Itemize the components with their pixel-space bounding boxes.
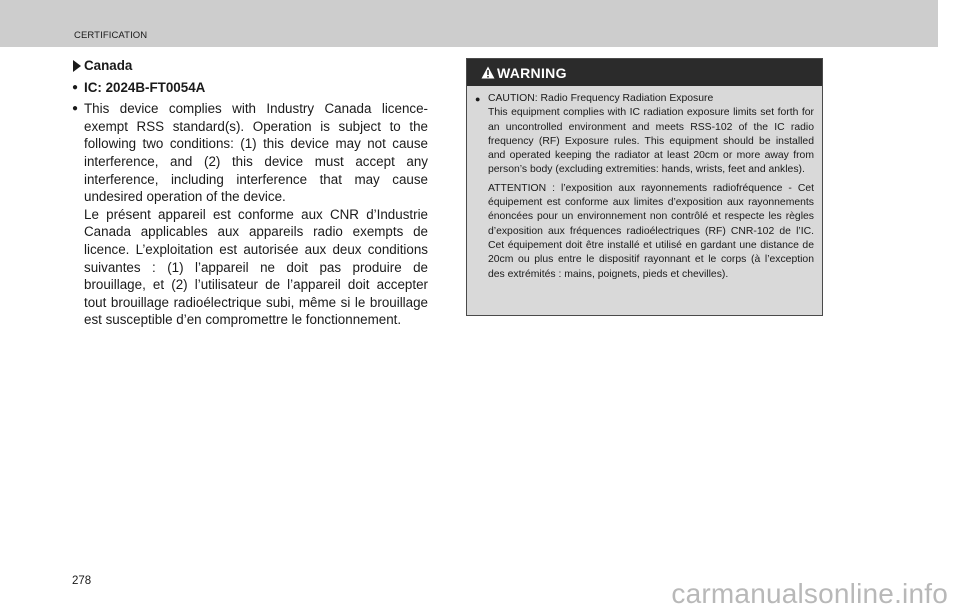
caution-text-en: This equipment complies with IC radiation exposure limits set forth for an uncontrolled environment and meets RSS-102 of the IC radio frequency (RF) Exposure rules. This equipment should be installed and operated keeping the radiator at least 20cm or more away from person’s body (excluding extremities: hands, wrists, feet and ankles). <box>488 107 814 176</box>
page-number: 278 <box>72 575 92 587</box>
watermark: carmanualsonline.info <box>671 578 948 609</box>
caution-text-fr: ATTENTION : l’exposition aux rayonnements radiofréquence - Cet équipement est conforme aux limites d’exposition aux rayonnements énoncées pour un environnement non contrôlé et respecte les règles d’exposition aux fréquences radioélectriques (RF) CNR-102 de l’IC. Cet équipement doit être installé et utilisé en gardant une distance de 20cm ou plus entre le dispositif rayonnant et le corps (à l’exception des extrémités : mains, poignets, pieds et chevilles). <box>488 182 814 280</box>
compliance-item <box>72 100 428 329</box>
caution-details <box>475 106 814 282</box>
bullet-icon: ● <box>475 94 481 104</box>
canada-heading-text: Canada <box>84 58 133 73</box>
ic-number-item <box>72 79 428 97</box>
canada-heading <box>72 57 428 75</box>
compliance-text-en: This device complies with Industry Canada licence-exempt RSS standard(s). Operation is subject to the following two conditions: (1) this device may not cause interference, and (2) this device must accept any interference, including interference that may cause undesired operation of the device. <box>84 101 428 205</box>
ic-number-text: IC: 2024B-FT0054A <box>84 79 206 95</box>
caution-item <box>475 92 814 106</box>
bullet-icon: ● <box>72 103 79 115</box>
warning-header <box>467 59 822 86</box>
header-band <box>0 0 938 47</box>
triangle-right-icon <box>73 60 81 72</box>
canada-section <box>72 57 428 329</box>
bullet-icon: ● <box>72 81 79 93</box>
warning-title: WARNING <box>497 64 567 81</box>
section-label: CERTIFICATION <box>74 30 148 41</box>
warning-body <box>467 86 822 282</box>
compliance-text-fr: Le présent appareil est conforme aux CNR d’Industrie Canada applicables aux appareils radio exempts de licence. L’exploitation est autorisée aux deux conditions suivantes : (1) l’appareil ne doit pas produire de brouillage, et (2) l’utilisateur de l’appareil doit accepter tout brouillage radioélectrique subi, même si le brouillage est susceptible d’en compromettre le fonctionnement. <box>84 206 428 328</box>
caution-heading: CAUTION: Radio Frequency Radiation Exposure <box>488 93 714 104</box>
warning-triangle-icon <box>481 66 495 79</box>
warning-box <box>466 58 823 316</box>
